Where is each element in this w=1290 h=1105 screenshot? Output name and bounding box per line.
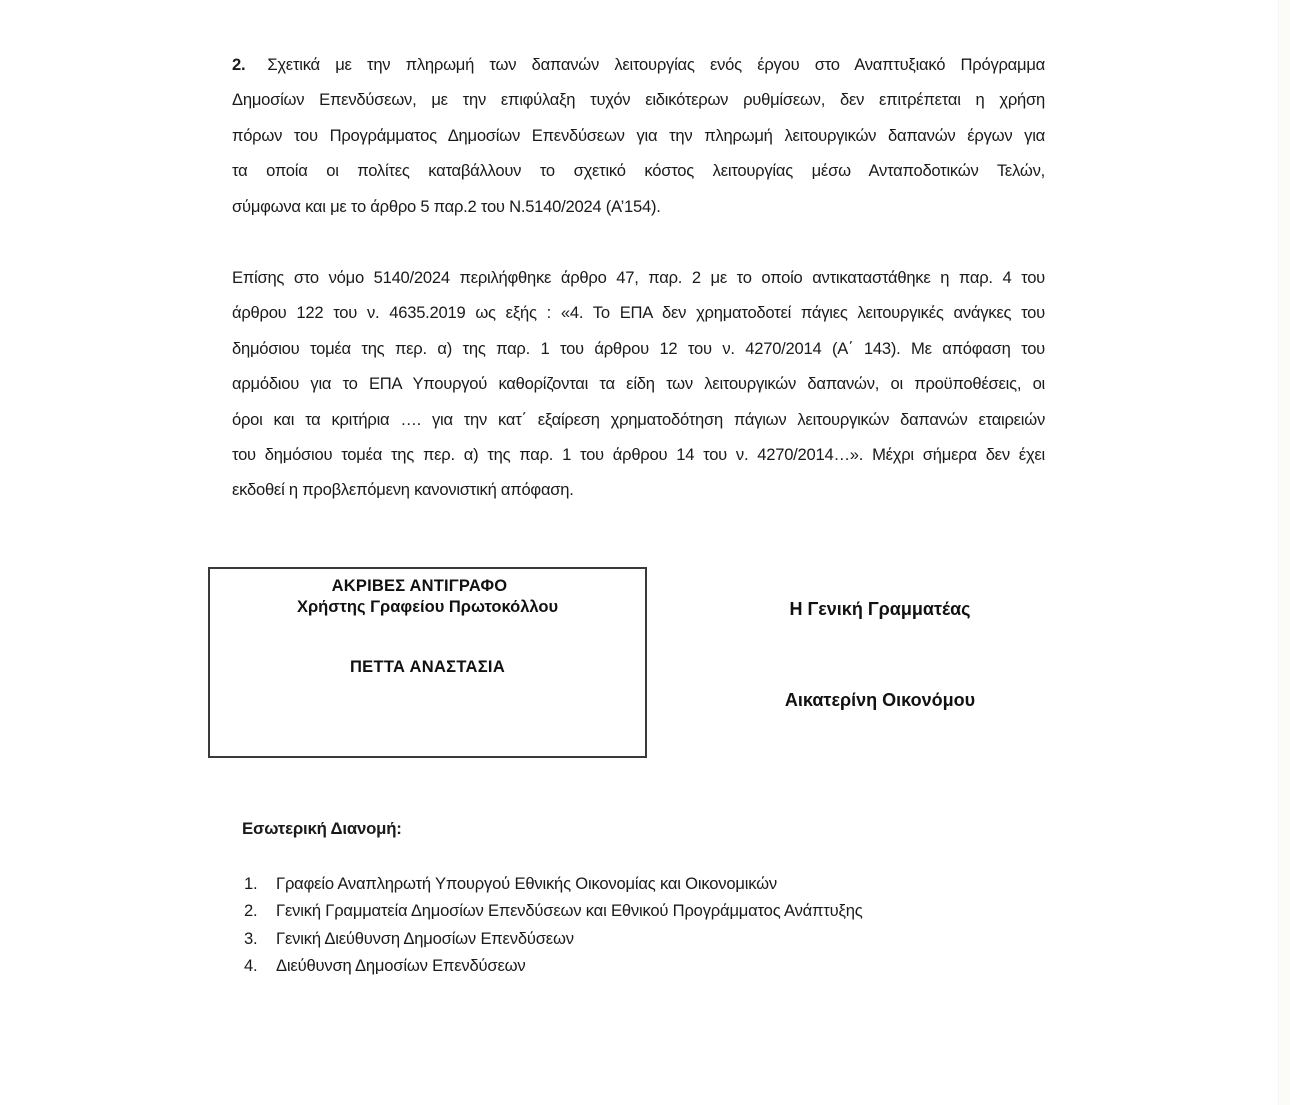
list-label: Γραφείο Αναπληρωτή Υπουργού Εθνικής Οικονομίας και Οικονομικών [276, 874, 777, 893]
paragraph-line: άρθρου 122 του ν. 4635.2019 ως εξής : «4. Το ΕΠΑ δεν χρηματοδοτεί πάγιες λειτουργικές ανάγκες του [232, 303, 1045, 323]
signatory-title: Η Γενική Γραμματέας [789, 599, 971, 619]
list-item [244, 955, 863, 982]
paragraph-line: 2. Σχετικά με την πληρωμή των δαπανών λειτουργίας ενός έργου στο Αναπτυξιακό Πρόγραμμα [232, 55, 1045, 74]
list-label: Γενική Διεύθυνση Δημοσίων Επενδύσεων [276, 928, 574, 948]
paragraph-line: τα οποία οι πολίτες καταβάλλουν το σχετικό κόστος λειτουργίας μέσω Ανταποδοτικών Τελών, [232, 161, 1045, 181]
list-index: 2. [244, 901, 258, 921]
paragraph-line: Δημοσίων Επενδύσεων, με την επιφύλαξη τυχόν ειδικότερων ρυθμίσεων, δεν επιτρέπεται η χρήση [232, 90, 1045, 110]
list-label: Διεύθυνση Δημοσίων Επενδύσεων [276, 955, 526, 975]
list-index: 4. [244, 955, 258, 975]
paragraph-line: εκδοθεί η προβλεπόμενη κανονιστική απόφαση. [232, 480, 574, 500]
page-edge-strip [1278, 0, 1290, 1105]
list-label: Γενική Γραμματεία Δημοσίων Επενδύσεων και Εθνικού Προγράμματος Ανάπτυξης [276, 901, 863, 921]
list-item [244, 900, 863, 927]
paragraph-line: σύμφωνα και με το άρθρο 5 παρ.2 του Ν.5140/2024 (Α’154). [232, 196, 661, 216]
paragraph-line: αρμόδιου για το ΕΠΑ Υπουργού καθορίζονται τα είδη των λειτουργικών δαπανών, οι προϋποθέσεις, οι [232, 374, 1045, 394]
paragraph-line: πόρων του Προγράμματος Δημοσίων Επενδύσεων για την πληρωμή λειτουργικών δαπανών έργων για [232, 125, 1045, 145]
list-index: 3. [244, 928, 258, 948]
certified-copy-stamp [208, 567, 647, 758]
signatory-name: Αικατερίνη Οικονόμου [784, 690, 976, 710]
list-item [244, 928, 863, 955]
paragraph-line: όροι και τα κριτήρια …. για την κατ΄ εξαίρεση χρηματοδότηση πάγιων λειτουργικών δαπανών εταιρειών [232, 409, 1045, 429]
list-index: 1. [244, 874, 258, 893]
stamp-subtitle: Χρήστης Γραφείου Πρωτοκόλλου [296, 598, 559, 616]
paragraph-section-2 [232, 47, 1045, 224]
paragraph-line: δημόσιου τομέα της περ. α) της παρ. 1 του άρθρου 12 του ν. 4270/2014 (Α΄ 143). Με απόφαση του [232, 338, 1045, 358]
stamp-title: ΑΚΡΙΒΕΣ ΑΝΤΙΓΡΑΦΟ [331, 577, 508, 595]
paragraph-line: του δημόσιου τομέα της περ. α) της παρ. 1 του άρθρου 14 του ν. 4270/2014…». Μέχρι σήμερα δεν έχει [232, 445, 1045, 465]
paragraph-line: Επίσης στο νόμο 5140/2024 περιλήφθηκε άρθρο 47, παρ. 2 με το οποίο αντικαταστάθηκε η παρ. 4 του [232, 268, 1045, 287]
list-item [244, 873, 863, 900]
distribution-list [244, 873, 863, 982]
stamp-name: ΠΕΤΤΑ ΑΝΑΣΤΑΣΙΑ [349, 658, 506, 676]
paragraph-law-amendment [232, 260, 1045, 508]
section-number: 2. [232, 55, 246, 74]
distribution-heading: Εσωτερική Διανομή: [242, 819, 402, 838]
